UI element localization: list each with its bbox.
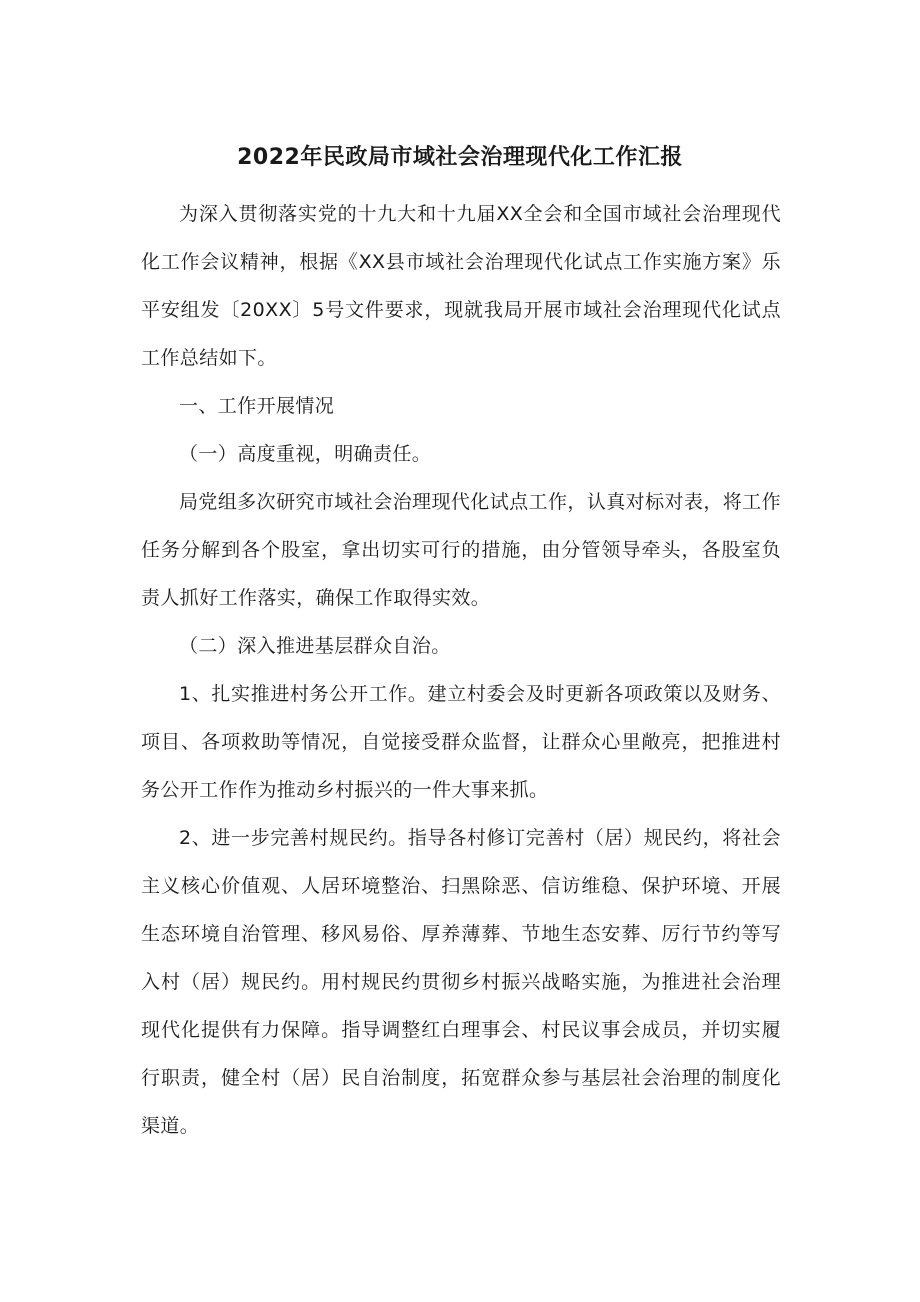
section-heading-work-status: 一、工作开展情况 (179, 395, 335, 417)
intro-paragraph: 为深入贯彻落实党的十九大和十九届XX全会和全国市域社会治理现代化工作会议精神，根据《XX县市域社会治理现代化试点工作实施方案》乐平安组发〔20XX〕5号文件要求，现就我局开展市域社会治理现代化试点工作总结如下。 (141, 203, 781, 369)
document-body (141, 190, 781, 1150)
document-title: 2022年民政局市域社会治理现代化工作汇报 (237, 145, 683, 170)
subsection-heading-1: （一）高度重视，明确责任。 (179, 443, 432, 465)
body-paragraph: 局党组多次研究市域社会治理现代化试点工作，认真对标对表，将工作任务分解到各个股室，拿出切实可行的措施，由分管领导牵头，各股室负责人抓好工作落实，确保工作取得实效。 (141, 491, 781, 609)
subsection-heading-2: （二）深入推进基层群众自治。 (179, 635, 451, 657)
body-paragraph: 1、扎实推进村务公开工作。建立村委会及时更新各项政策以及财务、项目、各项救助等情况，自觉接受群众监督，让群众心里敞亮，把推进村务公开工作作为推动乡村振兴的一件大事来抓。 (141, 683, 781, 801)
body-paragraph: 2、进一步完善村规民约。指导各村修订完善村（居）规民约，将社会主义核心价值观、人居环境整治、扫黑除恶、信访维稳、保护环境、开展生态环境自治管理、移风易俗、厚养薄葬、节地生态安葬、厉行节约等写入村（居）规民约。用村规民约贯彻乡村振兴战略实施，为推进社会治理现代化提供有力保障。指导调整红白理事会、村民议事会成员，并切实履行职责，健全村（居）民自治制度，拓宽群众参与基层社会治理的制度化渠道。 (141, 827, 781, 1137)
